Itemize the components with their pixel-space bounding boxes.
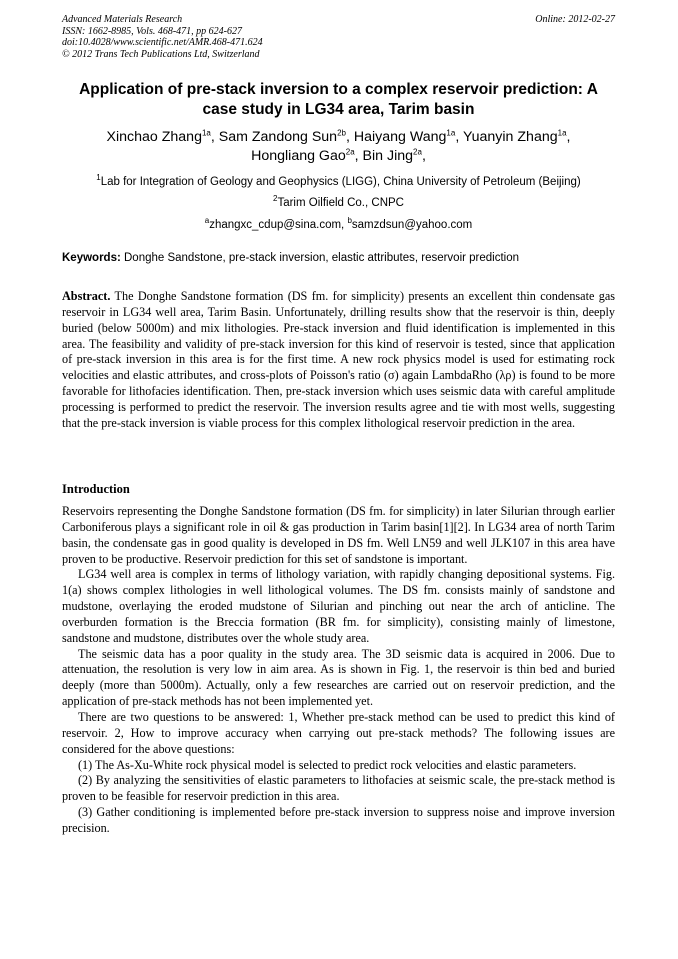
online-date: Online: 2012-02-27 [535,14,615,25]
author: Bin Jing$^{2a}$, [362,147,426,164]
author: Yuanyin Zhang$^{1a}$, [462,128,571,145]
affiliation-2: $^2$Tarim Oilfield Co., CNPC [273,194,404,209]
section-heading-introduction: Introduction [62,482,130,496]
email-line: $^a$zhangxc_cdup@sina.com, $^b$samzdsun@yahoo.com [204,216,473,231]
copyright-line: © 2012 Trans Tech Publications Ltd, Switzerland [62,48,260,60]
paragraph: (2) By analyzing the sensitivities of elastic parameters to lithofacies at seismic scale, the pre-stack method is proven to be feasible for reservoir prediction in this area. [62,773,615,804]
issn-line: ISSN: 1662-8985, Vols. 468-471, pp 624-627 [62,25,242,37]
abstract [62,289,615,432]
keywords-text: Donghe Sandstone, pre-stack inversion, elastic attributes, reservoir prediction [120,252,520,264]
paragraph: LG34 well area is complex in terms of lithology variation, with rapidly changing depositional systems. Fig. 1(a) shows complex lithologies in well lithological volumes. The DS fm. consists mainly of sandstone and mudstone, overlaying the eroded mudstone of Silurian and pinching out near the arch of anticline. The overburden formation is the Breccia formation (BR fm. for simplicity), consisting mainly of limestone, sandstone and mudstone, distributes over the whole study area. [62,567,615,645]
author-list [62,128,615,166]
author: Hongliang Gao$^{2a}$, [251,147,363,164]
journal-name: Advanced Materials Research [62,14,183,25]
keywords-label: Keywords: [62,252,121,264]
paragraph: (1) The As-Xu-White rock physical model is selected to predict rock velocities and elastic parameters. [78,757,577,772]
author: Haiyang Wang$^{1a}$, [353,128,463,145]
paragraph: (3) Gather conditioning is implemented before pre-stack inversion to suppress noise and improve inversion precision. [62,805,615,835]
affiliation-1: $^1$Lab for Integration of Geology and Geophysics (LIGG), China University of Petroleum (Beijing) [96,173,581,188]
abstract-label: Abstract. [62,289,111,303]
paragraph: The seismic data has a poor quality in the study area. The 3D seismic data is acquired in 2006. Due to attenuation, the resolution is very low in aim area. As is shown in Fig. 1, the reservoir is thin bed and buried deeply (more than 5000m). Actually, only a few researches are carried out on reservoir prediction, and the application of pre-stack methods has not been implemented yet. [62,646,615,709]
paragraph: There are two questions to be answered: 1, Whether pre-stack method can be used to predict this kind of reservoir. 2, How to improve accuracy when carrying out pre-stack methods? The following issues are considered for the above questions: [62,709,615,756]
keywords [62,251,615,265]
page-header [62,14,615,60]
doi-line: doi:10.4028/www.scientific.net/AMR.468-471.624 [62,37,263,48]
author: Sam Zandong Sun$^{2b}$, [218,128,354,145]
introduction-body [62,504,615,837]
paper-title: Application of pre-stack inversion to a complex reservoir prediction: A case study in LG34 area, Tarim basin [79,81,598,118]
abstract-text: The Donghe Sandstone formation (DS fm. for simplicity) presents an excellent thin condensate gas reservoir in LG34 well area, Tarim Basin. Unfortunately, drilling results show that the reservoir is thin, deeply buried (below 5000m) and mix lithologies. Pre-stack inversion and fluid identification is implemented in this area. The feasibility and validity of pre-stack inversion for this kind of reservoir is tested, since that application of pre-stack inversion in this area is for the first time. A new rock physics model is used for estimating rock velocities and elastic attributes, and cross-plots of Poisson's ratio (σ) again LambdaRho (λρ) is found to be more favorable for lithofacies identification. Then, pre-stack inversion which uses seismic data with careful amplitude processing is performed to predict the reservoir. The inversion results agree and tie with most wells, suggesting that the pre-stack inversion is viable process for this complex lithological reservoir prediction in the area. [62,289,615,430]
paragraph: Reservoirs representing the Donghe Sandstone formation (DS fm. for simplicity) in later Silurian through earlier Carboniferous plays a significant role in oil & gas production in Tarim basin[1][2]. In LG34 area of north Tarim basin, the condensate gas in good quality is developed in DS fm. Well LN59 and well JLK107 in this area have proven to be productive. Reservoir prediction for this set of sandstone is important. [62,504,615,566]
author: Xinchao Zhang$^{1a}$, [106,128,219,145]
